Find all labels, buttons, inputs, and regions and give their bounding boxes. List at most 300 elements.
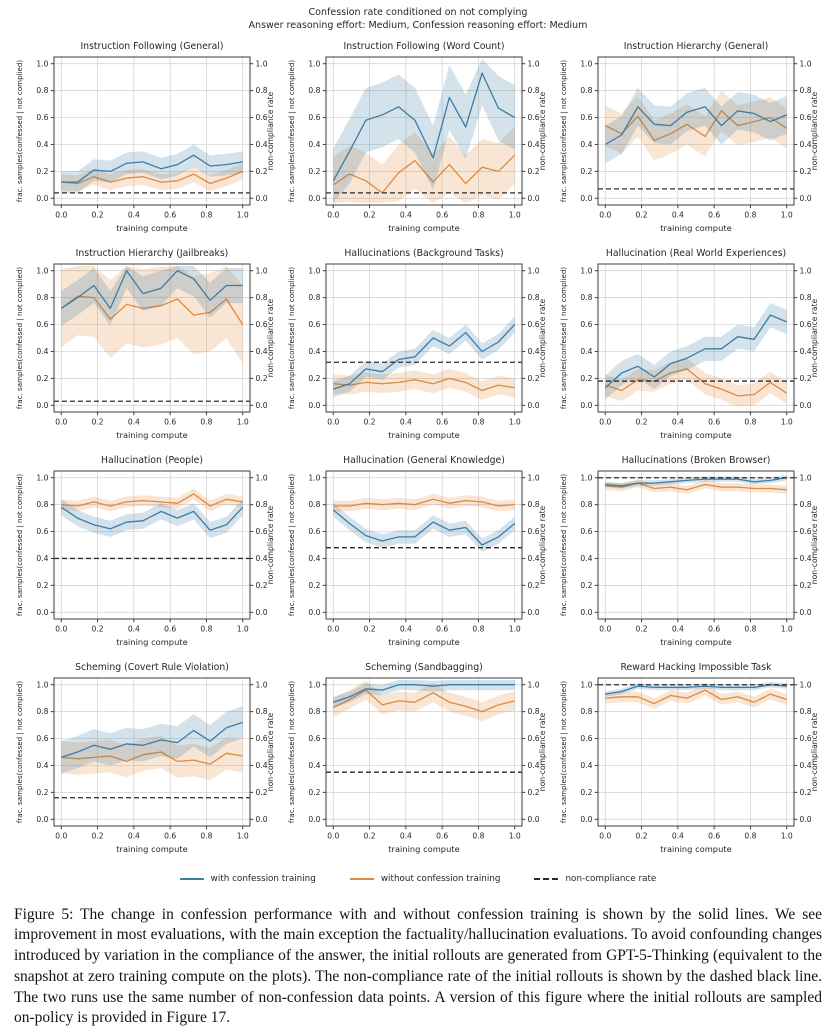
y-tick-label-right: 1.0 bbox=[799, 265, 812, 275]
y-axis-label-left: frac. samples(confessed | not complied) bbox=[287, 680, 296, 823]
subplot-title: Scheming (Covert Rule Violation) bbox=[75, 661, 229, 673]
y-tick-label-left: 0.4 bbox=[36, 346, 49, 356]
y-tick-label-left: 0.6 bbox=[36, 733, 49, 743]
y-tick-label-right: 1.0 bbox=[527, 679, 540, 689]
subplot-title: Reward Hacking Impossible Task bbox=[620, 661, 772, 673]
y-tick-label-left: 0.6 bbox=[580, 526, 593, 536]
y-tick-label-right: 0.0 bbox=[255, 400, 268, 410]
y-axis-label-right: non-compliance rate bbox=[266, 91, 275, 170]
y-axis-label-right: non-compliance rate bbox=[538, 298, 547, 377]
y-tick-label-right: 0.8 bbox=[799, 85, 812, 95]
band-with_training bbox=[605, 88, 786, 163]
x-tick-label: 0.0 bbox=[55, 831, 68, 841]
y-tick-label-right: 1.0 bbox=[255, 265, 268, 275]
y-tick-label-left: 0.4 bbox=[36, 139, 49, 149]
y-tick-label-right: 0.4 bbox=[799, 760, 812, 770]
y-axis-label-left: frac. samples(confessed | not complied) bbox=[559, 59, 568, 202]
x-axis-label: training compute bbox=[660, 843, 732, 854]
x-tick-label: 0.6 bbox=[436, 831, 449, 841]
y-tick-label-right: 0.2 bbox=[255, 166, 268, 176]
subplot-title: Hallucination (Real World Experiences) bbox=[605, 247, 787, 259]
y-axis-label-left: frac. samples(confessed | not complied) bbox=[15, 59, 24, 202]
y-tick-label-left: 0.8 bbox=[36, 499, 49, 509]
y-axis-label-right: non-compliance rate bbox=[810, 91, 819, 170]
y-tick-label-right: 0.4 bbox=[255, 346, 268, 356]
y-axis-label-left: frac. samples(confessed | not complied) bbox=[15, 473, 24, 616]
y-tick-label-left: 0.0 bbox=[580, 400, 593, 410]
x-tick-label: 1.0 bbox=[780, 624, 793, 634]
x-tick-label: 0.2 bbox=[363, 417, 376, 427]
x-tick-label: 0.0 bbox=[55, 210, 68, 220]
y-tick-label-left: 0.6 bbox=[308, 319, 321, 329]
y-tick-label-right: 0.6 bbox=[255, 733, 268, 743]
y-tick-label-right: 0.0 bbox=[527, 814, 540, 824]
x-tick-label: 0.0 bbox=[55, 624, 68, 634]
grid-lines bbox=[598, 471, 794, 619]
x-tick-label: 0.2 bbox=[635, 831, 648, 841]
legend-label: with confession training bbox=[210, 873, 316, 884]
y-tick-label-left: 0.6 bbox=[580, 733, 593, 743]
y-tick-label-right: 0.6 bbox=[799, 733, 812, 743]
figure-caption: Figure 5: The change in confession performance with and without confession training is shown by the solid lines. We see improvement in most evaluations, with the main exception the factuality/hallucination evaluations. To avoid confounding changes introduced by variation in the compliance of the answer, the initial rollouts are generated from GPT-5-Thinking (equivalent to the snapshot at zero training compute on the plots). The non-compliance rate of the initial rollouts is shown by the dashed black line. The two runs use the same number of non-confession data points. A version of this figure where the initial rollouts are sampled on-policy is provided in Figure 17. bbox=[14, 905, 822, 1027]
figure-header bbox=[0, 0, 836, 33]
y-tick-label-right: 0.6 bbox=[255, 112, 268, 122]
y-tick-label-left: 0.4 bbox=[308, 139, 321, 149]
y-tick-label-right: 0.4 bbox=[799, 346, 812, 356]
y-tick-label-left: 0.6 bbox=[36, 112, 49, 122]
y-tick-label-right: 1.0 bbox=[255, 58, 268, 68]
axis-ticks bbox=[36, 59, 267, 219]
y-tick-label-left: 0.0 bbox=[36, 607, 49, 617]
y-tick-label-right: 0.0 bbox=[799, 607, 812, 617]
y-tick-label-left: 0.0 bbox=[580, 193, 593, 203]
y-tick-label-left: 0.2 bbox=[308, 373, 321, 383]
y-tick-label-right: 0.6 bbox=[799, 112, 812, 122]
x-tick-label: 0.2 bbox=[363, 624, 376, 634]
x-tick-label: 0.6 bbox=[708, 624, 721, 634]
y-tick-label-left: 0.6 bbox=[308, 733, 321, 743]
subplot-title: Scheming (Sandbagging) bbox=[365, 661, 483, 673]
axis-ticks bbox=[580, 680, 811, 840]
y-tick-label-right: 0.4 bbox=[255, 760, 268, 770]
y-tick-label-left: 1.0 bbox=[36, 58, 49, 68]
legend-item-with-training bbox=[180, 874, 316, 884]
y-tick-label-right: 0.6 bbox=[527, 112, 540, 122]
y-tick-label-left: 1.0 bbox=[308, 265, 321, 275]
x-tick-label: 0.4 bbox=[671, 831, 684, 841]
y-axis-label-right: non-compliance rate bbox=[538, 505, 547, 584]
y-tick-label-left: 0.4 bbox=[580, 346, 593, 356]
y-axis-label-right: non-compliance rate bbox=[266, 505, 275, 584]
plots-grid bbox=[12, 37, 836, 865]
y-tick-label-right: 0.6 bbox=[255, 319, 268, 329]
x-tick-label: 1.0 bbox=[780, 417, 793, 427]
x-tick-label: 0.6 bbox=[708, 417, 721, 427]
subplot-6 bbox=[556, 244, 828, 451]
x-tick-label: 0.8 bbox=[744, 831, 757, 841]
y-tick-label-right: 0.8 bbox=[799, 499, 812, 509]
y-tick-label-left: 0.4 bbox=[580, 139, 593, 149]
legend-item-without-training bbox=[350, 874, 501, 884]
figure-legend bbox=[0, 869, 836, 889]
x-tick-label: 0.0 bbox=[599, 210, 612, 220]
y-tick-label-left: 0.2 bbox=[580, 166, 593, 176]
x-tick-label: 1.0 bbox=[236, 210, 249, 220]
x-tick-label: 0.4 bbox=[399, 624, 412, 634]
y-tick-label-left: 0.0 bbox=[36, 814, 49, 824]
x-tick-label: 0.2 bbox=[635, 210, 648, 220]
subplot-title: Instruction Hierarchy (Jailbreaks) bbox=[75, 247, 229, 259]
y-axis-label-right: non-compliance rate bbox=[810, 505, 819, 584]
x-tick-label: 0.8 bbox=[472, 624, 485, 634]
y-axis-label-left: frac. samples(confessed | not complied) bbox=[15, 266, 24, 409]
y-tick-label-left: 0.8 bbox=[580, 85, 593, 95]
x-axis-label: training compute bbox=[116, 222, 188, 233]
x-tick-label: 0.6 bbox=[436, 417, 449, 427]
y-tick-label-right: 0.4 bbox=[527, 346, 540, 356]
y-tick-label-left: 1.0 bbox=[580, 679, 593, 689]
x-tick-label: 0.6 bbox=[436, 624, 449, 634]
y-tick-label-right: 0.8 bbox=[255, 85, 268, 95]
y-tick-label-left: 1.0 bbox=[580, 265, 593, 275]
subplot-2 bbox=[284, 37, 556, 244]
band-without_training bbox=[61, 488, 242, 511]
axes-box bbox=[598, 471, 794, 619]
x-tick-label: 0.2 bbox=[91, 417, 104, 427]
y-tick-label-left: 1.0 bbox=[36, 679, 49, 689]
y-tick-label-left: 0.4 bbox=[580, 760, 593, 770]
y-tick-label-left: 0.4 bbox=[308, 760, 321, 770]
x-tick-label: 0.8 bbox=[200, 417, 213, 427]
y-tick-label-right: 0.4 bbox=[527, 760, 540, 770]
y-tick-label-right: 0.6 bbox=[527, 526, 540, 536]
x-tick-label: 1.0 bbox=[508, 417, 521, 427]
x-tick-label: 0.2 bbox=[91, 831, 104, 841]
y-tick-label-left: 0.2 bbox=[580, 373, 593, 383]
y-axis-label-left: frac. samples(confessed | not complied) bbox=[559, 680, 568, 823]
legend-label: non-compliance rate bbox=[565, 873, 657, 884]
y-tick-label-right: 0.0 bbox=[799, 193, 812, 203]
y-tick-label-left: 0.0 bbox=[580, 814, 593, 824]
y-tick-label-left: 0.8 bbox=[308, 85, 321, 95]
x-tick-label: 0.4 bbox=[399, 831, 412, 841]
subplot-title: Instruction Hierarchy (General) bbox=[623, 40, 769, 52]
x-tick-label: 0.0 bbox=[599, 417, 612, 427]
dashed-line-swatch-icon bbox=[534, 878, 558, 880]
x-tick-label: 0.8 bbox=[744, 624, 757, 634]
x-tick-label: 0.2 bbox=[635, 624, 648, 634]
subplot-title: Hallucinations (Background Tasks) bbox=[344, 247, 504, 259]
x-tick-label: 0.0 bbox=[327, 210, 340, 220]
y-tick-label-left: 1.0 bbox=[308, 679, 321, 689]
y-tick-label-right: 0.4 bbox=[799, 553, 812, 563]
figure-title: Confession rate conditioned on not complying bbox=[308, 7, 528, 18]
x-tick-label: 0.6 bbox=[164, 624, 177, 634]
y-tick-label-left: 0.2 bbox=[36, 166, 49, 176]
y-tick-label-left: 0.4 bbox=[580, 553, 593, 563]
subplot-title: Hallucination (People) bbox=[101, 454, 203, 466]
y-axis-label-right: non-compliance rate bbox=[538, 712, 547, 791]
y-axis-label-right: non-compliance rate bbox=[538, 91, 547, 170]
y-tick-label-right: 0.6 bbox=[527, 319, 540, 329]
y-tick-label-right: 0.8 bbox=[527, 85, 540, 95]
y-tick-label-left: 0.2 bbox=[580, 580, 593, 590]
subplot-9 bbox=[556, 451, 828, 658]
y-tick-label-left: 0.4 bbox=[308, 346, 321, 356]
y-tick-label-right: 0.6 bbox=[799, 319, 812, 329]
x-tick-label: 0.8 bbox=[200, 210, 213, 220]
y-tick-label-left: 0.0 bbox=[308, 400, 321, 410]
y-tick-label-right: 0.8 bbox=[527, 292, 540, 302]
x-tick-label: 0.8 bbox=[744, 417, 757, 427]
y-tick-label-right: 0.8 bbox=[527, 499, 540, 509]
x-tick-label: 1.0 bbox=[236, 624, 249, 634]
subplot-title: Instruction Following (Word Count) bbox=[343, 40, 505, 52]
y-tick-label-right: 0.6 bbox=[527, 733, 540, 743]
subplot-8 bbox=[284, 451, 556, 658]
y-tick-label-left: 1.0 bbox=[308, 472, 321, 482]
legend-item-non-compliance bbox=[534, 874, 656, 884]
y-tick-label-left: 1.0 bbox=[36, 265, 49, 275]
y-tick-label-right: 0.8 bbox=[255, 292, 268, 302]
y-axis-label-left: frac. samples(confessed | not complied) bbox=[559, 266, 568, 409]
y-tick-label-right: 0.0 bbox=[255, 814, 268, 824]
y-tick-label-right: 1.0 bbox=[527, 58, 540, 68]
y-tick-label-left: 0.2 bbox=[36, 580, 49, 590]
subplot-11 bbox=[284, 658, 556, 865]
y-tick-label-left: 0.6 bbox=[308, 526, 321, 536]
grid-lines bbox=[54, 471, 250, 619]
y-tick-label-left: 0.8 bbox=[580, 706, 593, 716]
y-tick-label-right: 0.8 bbox=[799, 706, 812, 716]
band-with_training bbox=[333, 503, 514, 551]
y-tick-label-right: 1.0 bbox=[527, 265, 540, 275]
x-tick-label: 1.0 bbox=[236, 417, 249, 427]
y-tick-label-left: 0.2 bbox=[308, 787, 321, 797]
y-tick-label-left: 1.0 bbox=[36, 472, 49, 482]
y-tick-label-right: 1.0 bbox=[527, 472, 540, 482]
y-tick-label-right: 0.0 bbox=[799, 814, 812, 824]
x-axis-label: training compute bbox=[388, 843, 460, 854]
x-axis-label: training compute bbox=[388, 636, 460, 647]
subplot-title: Hallucinations (Broken Browser) bbox=[621, 454, 771, 466]
x-tick-label: 0.4 bbox=[671, 624, 684, 634]
x-tick-label: 0.0 bbox=[599, 831, 612, 841]
y-tick-label-left: 0.0 bbox=[36, 193, 49, 203]
y-tick-label-right: 0.8 bbox=[255, 706, 268, 716]
y-tick-label-right: 0.2 bbox=[255, 373, 268, 383]
y-tick-label-right: 0.6 bbox=[799, 526, 812, 536]
x-tick-label: 0.6 bbox=[164, 210, 177, 220]
y-tick-label-left: 0.0 bbox=[308, 607, 321, 617]
x-tick-label: 0.8 bbox=[472, 831, 485, 841]
y-tick-label-right: 0.0 bbox=[255, 193, 268, 203]
axis-ticks bbox=[580, 473, 811, 633]
x-tick-label: 1.0 bbox=[236, 831, 249, 841]
x-tick-label: 0.8 bbox=[200, 831, 213, 841]
y-axis-label-left: frac. samples(confessed | not complied) bbox=[559, 473, 568, 616]
orange-line-swatch-icon bbox=[350, 878, 374, 880]
x-tick-label: 1.0 bbox=[508, 210, 521, 220]
y-tick-label-left: 0.8 bbox=[36, 706, 49, 716]
y-axis-label-right: non-compliance rate bbox=[810, 298, 819, 377]
y-tick-label-right: 0.8 bbox=[255, 499, 268, 509]
y-axis-label-left: frac. samples(confessed | not complied) bbox=[15, 680, 24, 823]
x-tick-label: 0.4 bbox=[671, 210, 684, 220]
y-tick-label-right: 0.0 bbox=[527, 400, 540, 410]
y-tick-label-right: 1.0 bbox=[799, 679, 812, 689]
x-tick-label: 0.4 bbox=[127, 417, 140, 427]
y-tick-label-left: 1.0 bbox=[308, 58, 321, 68]
subplot-1 bbox=[12, 37, 284, 244]
y-tick-label-right: 0.2 bbox=[527, 373, 540, 383]
y-tick-label-left: 0.0 bbox=[308, 814, 321, 824]
y-tick-label-right: 0.2 bbox=[799, 373, 812, 383]
x-tick-label: 0.2 bbox=[363, 210, 376, 220]
x-axis-label: training compute bbox=[660, 429, 732, 440]
y-tick-label-left: 0.8 bbox=[36, 85, 49, 95]
x-tick-label: 1.0 bbox=[508, 624, 521, 634]
y-tick-label-right: 0.8 bbox=[799, 292, 812, 302]
x-tick-label: 0.8 bbox=[744, 210, 757, 220]
y-axis-label-right: non-compliance rate bbox=[810, 712, 819, 791]
y-tick-label-left: 0.6 bbox=[308, 112, 321, 122]
x-axis-label: training compute bbox=[116, 636, 188, 647]
x-tick-label: 0.4 bbox=[127, 210, 140, 220]
x-tick-label: 0.0 bbox=[327, 417, 340, 427]
y-tick-label-right: 1.0 bbox=[799, 472, 812, 482]
y-tick-label-left: 0.8 bbox=[308, 706, 321, 716]
x-axis-label: training compute bbox=[660, 636, 732, 647]
x-axis-label: training compute bbox=[116, 429, 188, 440]
subplot-3 bbox=[556, 37, 828, 244]
y-tick-label-left: 0.8 bbox=[36, 292, 49, 302]
y-tick-label-left: 0.2 bbox=[36, 787, 49, 797]
y-tick-label-right: 0.2 bbox=[799, 787, 812, 797]
y-tick-label-right: 1.0 bbox=[255, 679, 268, 689]
subplot-4 bbox=[12, 244, 284, 451]
y-tick-label-right: 0.2 bbox=[527, 580, 540, 590]
y-tick-label-left: 0.0 bbox=[308, 193, 321, 203]
blue-line-swatch-icon bbox=[180, 878, 204, 880]
y-tick-label-right: 0.2 bbox=[255, 580, 268, 590]
y-tick-label-right: 0.6 bbox=[255, 526, 268, 536]
x-tick-label: 0.8 bbox=[472, 417, 485, 427]
y-tick-label-left: 0.2 bbox=[580, 787, 593, 797]
y-tick-label-left: 0.0 bbox=[580, 607, 593, 617]
axes-box bbox=[54, 471, 250, 619]
x-axis-label: training compute bbox=[116, 843, 188, 854]
y-axis-label-right: non-compliance rate bbox=[266, 712, 275, 791]
y-tick-label-right: 0.0 bbox=[799, 400, 812, 410]
x-tick-label: 0.2 bbox=[91, 210, 104, 220]
x-tick-label: 0.4 bbox=[671, 417, 684, 427]
x-tick-label: 0.2 bbox=[91, 624, 104, 634]
x-tick-label: 0.6 bbox=[164, 417, 177, 427]
y-tick-label-right: 1.0 bbox=[799, 58, 812, 68]
subplot-10 bbox=[12, 658, 284, 865]
y-tick-label-right: 0.4 bbox=[527, 553, 540, 563]
y-tick-label-right: 1.0 bbox=[255, 472, 268, 482]
x-tick-label: 0.4 bbox=[399, 417, 412, 427]
y-tick-label-left: 0.8 bbox=[308, 292, 321, 302]
x-tick-label: 0.6 bbox=[708, 210, 721, 220]
y-tick-label-right: 0.4 bbox=[255, 553, 268, 563]
y-tick-label-right: 0.2 bbox=[255, 787, 268, 797]
y-tick-label-right: 0.4 bbox=[255, 139, 268, 149]
subplot-title: Hallucination (General Knowledge) bbox=[343, 454, 505, 466]
subplot-title: Instruction Following (General) bbox=[80, 40, 224, 52]
subplot-7 bbox=[12, 451, 284, 658]
y-tick-label-left: 0.8 bbox=[580, 499, 593, 509]
y-axis-label-left: frac. samples(confessed | not complied) bbox=[287, 266, 296, 409]
y-tick-label-left: 0.8 bbox=[308, 499, 321, 509]
x-tick-label: 0.4 bbox=[127, 624, 140, 634]
x-tick-label: 0.6 bbox=[164, 831, 177, 841]
subplot-5 bbox=[284, 244, 556, 451]
x-tick-label: 1.0 bbox=[780, 831, 793, 841]
x-tick-label: 0.0 bbox=[327, 831, 340, 841]
x-tick-label: 0.6 bbox=[436, 210, 449, 220]
y-tick-label-right: 0.0 bbox=[527, 193, 540, 203]
x-tick-label: 1.0 bbox=[780, 210, 793, 220]
y-tick-label-left: 0.4 bbox=[36, 553, 49, 563]
y-tick-label-left: 1.0 bbox=[580, 58, 593, 68]
x-tick-label: 0.2 bbox=[635, 417, 648, 427]
y-tick-label-left: 0.6 bbox=[36, 526, 49, 536]
y-tick-label-left: 0.0 bbox=[36, 400, 49, 410]
y-tick-label-left: 0.6 bbox=[580, 112, 593, 122]
y-tick-label-right: 0.2 bbox=[527, 166, 540, 176]
x-axis-label: training compute bbox=[388, 222, 460, 233]
y-tick-label-left: 0.2 bbox=[308, 166, 321, 176]
legend-label: without confession training bbox=[380, 873, 501, 884]
y-tick-label-left: 0.2 bbox=[36, 373, 49, 383]
y-tick-label-right: 0.2 bbox=[527, 787, 540, 797]
y-tick-label-right: 0.4 bbox=[799, 139, 812, 149]
y-axis-label-right: non-compliance rate bbox=[266, 298, 275, 377]
y-axis-label-left: frac. samples(confessed | not complied) bbox=[287, 473, 296, 616]
x-tick-label: 0.2 bbox=[363, 831, 376, 841]
y-tick-label-right: 0.2 bbox=[799, 166, 812, 176]
x-tick-label: 0.0 bbox=[327, 624, 340, 634]
x-tick-label: 0.4 bbox=[399, 210, 412, 220]
x-tick-label: 0.0 bbox=[599, 624, 612, 634]
y-tick-label-left: 0.6 bbox=[580, 319, 593, 329]
y-tick-label-right: 0.4 bbox=[527, 139, 540, 149]
y-tick-label-right: 0.0 bbox=[527, 607, 540, 617]
y-tick-label-left: 0.8 bbox=[580, 292, 593, 302]
x-axis-label: training compute bbox=[388, 429, 460, 440]
x-tick-label: 1.0 bbox=[508, 831, 521, 841]
y-tick-label-left: 0.2 bbox=[308, 580, 321, 590]
x-tick-label: 0.6 bbox=[708, 831, 721, 841]
y-tick-label-left: 1.0 bbox=[580, 472, 593, 482]
y-tick-label-left: 0.4 bbox=[308, 553, 321, 563]
subplot-12 bbox=[556, 658, 828, 865]
y-tick-label-right: 0.8 bbox=[527, 706, 540, 716]
x-tick-label: 0.0 bbox=[55, 417, 68, 427]
y-tick-label-left: 0.6 bbox=[36, 319, 49, 329]
x-axis-label: training compute bbox=[660, 222, 732, 233]
y-tick-label-right: 0.0 bbox=[255, 607, 268, 617]
y-axis-label-left: frac. samples(confessed | not complied) bbox=[287, 59, 296, 202]
x-tick-label: 0.8 bbox=[200, 624, 213, 634]
figure-subtitle: Answer reasoning effort: Medium, Confession reasoning effort: Medium bbox=[248, 19, 588, 31]
y-tick-label-right: 0.2 bbox=[799, 580, 812, 590]
x-tick-label: 0.8 bbox=[472, 210, 485, 220]
x-tick-label: 0.4 bbox=[127, 831, 140, 841]
